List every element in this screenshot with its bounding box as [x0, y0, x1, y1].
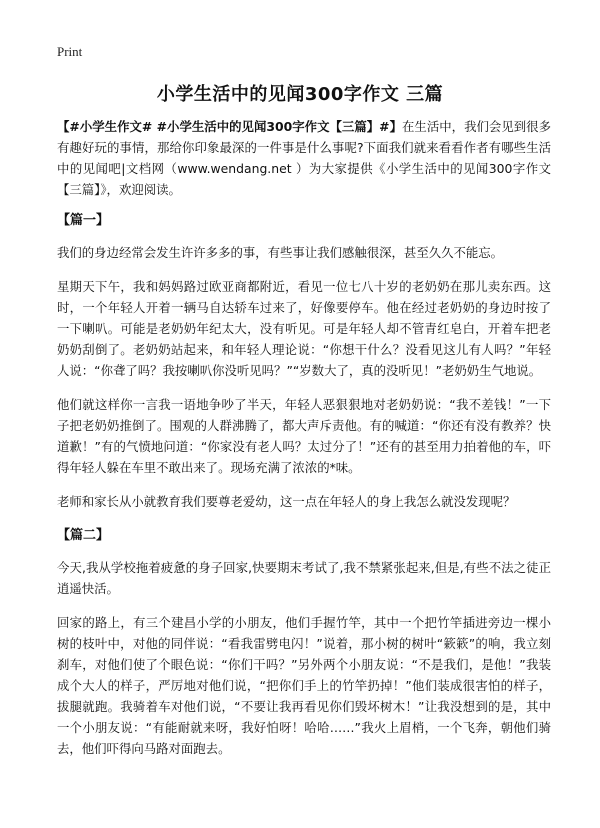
- section-heading-1: 【篇一】: [57, 213, 110, 228]
- section-1-paragraph-4: 老师和家长从小就教育我们要尊老爱幼，这一点在年轻人的身上我怎么就没发现呢？: [57, 494, 516, 509]
- section-1-paragraph-1: 我们的身边经常会发生许许多多的事，有些事让我们感触很深，甚至久久不能忘。: [57, 245, 504, 260]
- section-2-paragraph-2: 回家的路上，有三个建昌小学的小朋友，他们手握竹竿，其中一个把竹竿插进旁边一棵小树的枝叶中，对他的同伴说：“看我雷劈电闪！”说着，那小树的树叶“簌簌”的响，我立刻刹车，对他们使了个眼色说：“你们干吗？”另外两个小朋友说：“不是我们，是他！”我装成个大人的样子，严厉地对他们说，“把你们手上的竹竿扔掉！”他们装成很害怕的样子，拔腿就跑。我骑着车对他们说，“不要让我再看见你们毁坏树木！”让我没想到的是，其中一个小朋友说：“有能耐就来呀，我好怕呀！哈哈……”我火上眉梢，一个飞奔，朝他们骑去，他们吓得向马路对面跑去。: [57, 615, 551, 756]
- section-2-paragraph-1: 今天,我从学校拖着疲惫的身子回家,快要期末考试了,我不禁紧张起来,但是,有些不法之徒正逍遥快活。: [57, 560, 551, 596]
- section-1-paragraph-3: 他们就这样你一言我一语地争吵了半天，年轻人恶狠狠地对老奶奶说：“我不差钱！”一下子把老奶奶推倒了。围观的人群沸腾了，都大声斥责他。有的喊道：“你还有没有教养？快道歉！”有的气愤地问道：“你家没有老人吗？太过分了！”还有的甚至用力拍着他的车，吓得年轻人躲在车里不敢出来了。现场充满了浓浓的*味。: [57, 397, 551, 475]
- article-body: [57, 116, 551, 772]
- intro-text: 在生活中，我们会见到很多有趣好玩的事情，那给你印象最深的一件事是什么事呢?下面我们就来看看作者有哪些生活中的见闻吧|文档网（www.wendang.net ）为大家提供《小学生活中的见闻300字作文【三篇】》，欢迎阅读。: [57, 119, 551, 197]
- print-link[interactable]: Print: [57, 44, 83, 59]
- section-heading-2: 【篇二】: [57, 528, 110, 543]
- intro-hashtags: 【#小学生作文# #小学生活中的见闻300字作文【三篇】#】: [57, 119, 403, 134]
- page-title: 小学生活中的见闻300字作文 三篇: [156, 84, 444, 105]
- intro-paragraph: [57, 116, 551, 200]
- section-1-paragraph-2: 星期天下午，我和妈妈路过欧亚商都附近，看见一位七八十岁的老奶奶在那儿卖东西。这时，一个年轻人开着一辆马自达轿车过来了，好像要停车。他在经过老奶奶的身边时按了一下喇叭。可能是老奶奶年纪太大，没有听见。可是年轻人却不管青红皂白，开着车把老奶奶刮倒了。老奶奶站起来，和年轻人理论说：“你想干什么？没看见这儿有人吗？”年轻人说：“你聋了吗？我按喇叭你没听见吗？”“岁数大了，真的没听见！”老奶奶生气地说。: [57, 279, 551, 378]
